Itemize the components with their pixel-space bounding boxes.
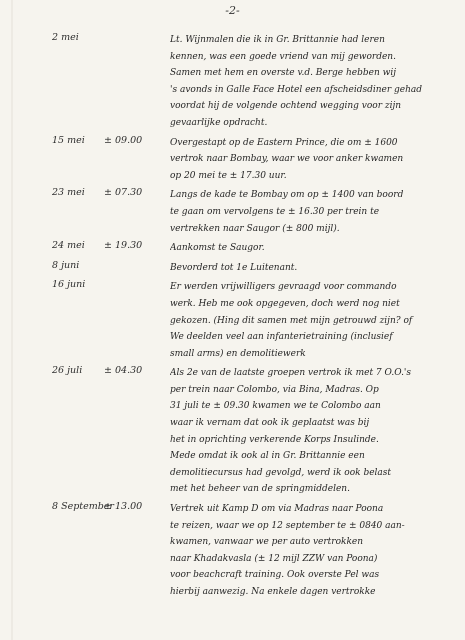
diary-entry bbox=[0, 187, 465, 237]
entry-date: 24 mei bbox=[52, 240, 85, 252]
diary-entry bbox=[0, 501, 465, 601]
entry-date: 23 mei bbox=[52, 187, 85, 199]
entry-text bbox=[170, 32, 452, 132]
entry-line: We deelden veel aan infanterietraining (inclusief bbox=[170, 332, 393, 343]
entry-line: demolitiecursus had gevolgd, werd ik ook belast bbox=[170, 467, 392, 478]
entry-date: 15 mei bbox=[52, 134, 85, 146]
entry-line: Lt. Wijnmalen die ik in Gr. Brittannie had leren bbox=[170, 35, 385, 45]
entry-line: gevaarlijke opdracht. bbox=[170, 117, 268, 128]
diary-entry bbox=[0, 135, 465, 185]
entry-line: Mede omdat ik ook al in Gr. Brittannie een bbox=[170, 451, 365, 462]
entry-time: ± 19.30 bbox=[104, 240, 143, 252]
entry-line: Vertrek uit Kamp D om via Madras naar Poona bbox=[170, 504, 384, 515]
entry-line: 31 juli te ± 09.30 kwamen we te Colombo aan bbox=[170, 401, 381, 412]
diary-entry bbox=[0, 240, 465, 257]
entry-line: Overgestapt op de Eastern Prince, die om ± 1600 bbox=[170, 137, 398, 148]
entry-text bbox=[170, 187, 452, 237]
entry-line: werk. Heb me ook opgegeven, doch werd nog niet bbox=[170, 298, 400, 309]
entry-date: 16 juni bbox=[52, 279, 86, 291]
entry-line: small arms) en demolitiewerk bbox=[170, 348, 306, 359]
diary-entry bbox=[0, 365, 465, 498]
diary-entry bbox=[0, 279, 465, 362]
entry-text bbox=[170, 240, 452, 257]
entry-time: ± 09.00 bbox=[104, 134, 143, 146]
entry-text bbox=[170, 279, 452, 362]
entry-time: ± 13.00 bbox=[104, 501, 143, 513]
entry-time: ± 07.30 bbox=[104, 187, 143, 199]
entry-line: kwamen, vanwaar we per auto vertrokken bbox=[170, 537, 364, 548]
entry-line: naar Khadakvasla (± 12 mijl ZZW van Poona) bbox=[170, 553, 378, 564]
entry-line: Aankomst te Saugor. bbox=[170, 243, 265, 254]
entry-line: 's avonds in Galle Face Hotel een afscheidsdiner gehad bbox=[170, 84, 423, 95]
entry-text bbox=[170, 135, 452, 185]
entry-line: het in oprichting verkerende Korps Insulinde. bbox=[170, 434, 379, 445]
entry-line: voordat hij de volgende ochtend wegging voor zijn bbox=[170, 101, 402, 112]
entry-line: Bevorderd tot 1e Luitenant. bbox=[170, 262, 298, 273]
entry-line: op 20 mei te ± 17.30 uur. bbox=[170, 170, 287, 181]
entry-text bbox=[170, 365, 452, 498]
entry-line: Als 2e van de laatste groepen vertrok ik met 7 O.O.'s bbox=[170, 368, 412, 379]
entry-line: te gaan om vervolgens te ± 16.30 per trein te bbox=[170, 206, 380, 217]
page-number: -2- bbox=[225, 4, 240, 17]
entry-line: gekozen. (Hing dit samen met mijn getrouwd zijn? of bbox=[170, 315, 413, 326]
entry-line: waar ik vernam dat ook ik geplaatst was bij bbox=[170, 418, 370, 429]
diary-entry bbox=[0, 260, 465, 277]
entry-line: kennen, was een goede vriend van mij geworden. bbox=[170, 51, 396, 62]
entry-time: ± 04.30 bbox=[104, 365, 143, 377]
entry-line: vertrekken naar Saugor (± 800 mijl). bbox=[170, 223, 340, 234]
entry-date: 8 September bbox=[52, 501, 114, 513]
entry-line: hierbij aanwezig. Na enkele dagen vertrokke bbox=[170, 587, 376, 597]
diary-entry bbox=[0, 32, 465, 132]
entry-line: vertrok naar Bombay, waar we voor anker kwamen bbox=[170, 154, 404, 165]
diary-entries bbox=[0, 32, 465, 604]
entry-date: 2 mei bbox=[52, 32, 79, 43]
entry-line: Er werden vrijwilligers gevraagd voor commando bbox=[170, 282, 397, 293]
entry-line: te reizen, waar we op 12 september te ± 0840 aan- bbox=[170, 520, 405, 531]
entry-line: Langs de kade te Bombay om op ± 1400 van boord bbox=[170, 190, 404, 201]
entry-line: per trein naar Colombo, via Bina, Madras. Op bbox=[170, 384, 379, 395]
entry-text bbox=[170, 260, 452, 277]
entry-line: Samen met hem en overste v.d. Berge hebben wij bbox=[170, 68, 396, 79]
entry-line: voor beachcraft training. Ook overste Pel was bbox=[170, 570, 380, 581]
entry-date: 26 juli bbox=[52, 365, 83, 377]
entry-date: 8 juni bbox=[52, 259, 80, 271]
entry-text bbox=[170, 501, 452, 601]
entry-line: met het beheer van de springmiddelen. bbox=[170, 484, 350, 495]
